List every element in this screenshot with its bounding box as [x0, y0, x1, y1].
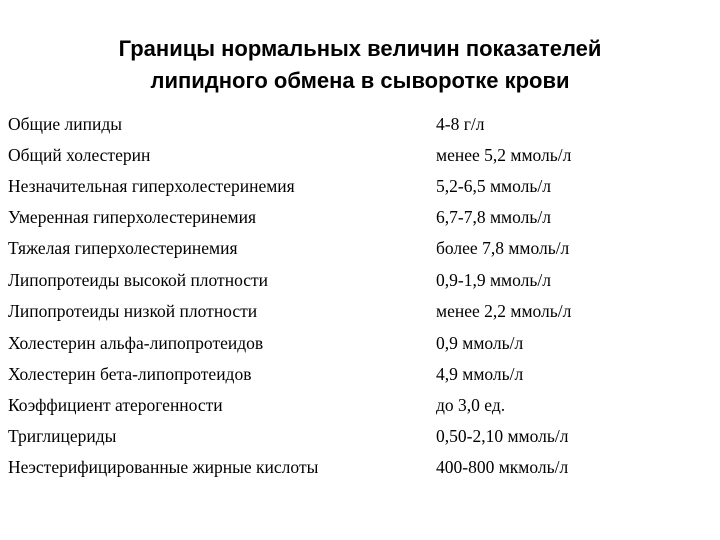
row-label: Триглицериды	[8, 426, 117, 446]
row-label: Липопротеиды низкой плотности	[8, 301, 258, 321]
row-label: Общий холестерин	[8, 145, 151, 165]
table-row	[8, 301, 708, 332]
row-label: Холестерин бета-липопротеидов	[8, 364, 252, 384]
row-value: 4,9 ммоль/л	[436, 364, 524, 384]
row-value: 0,9 ммоль/л	[436, 333, 524, 353]
row-label: Незначительная гиперхолестеринемия	[8, 176, 295, 196]
row-value: до 3,0 ед.	[436, 395, 506, 415]
row-label: Холестерин альфа-липопротеидов	[8, 333, 264, 353]
table-row	[8, 114, 708, 145]
slide-title: Границы нормальных величин показателей	[118, 36, 602, 61]
table-row	[8, 145, 708, 176]
table-row	[8, 207, 708, 238]
table-row	[8, 364, 708, 395]
table-row	[8, 176, 708, 207]
row-label: Тяжелая гиперхолестеринемия	[8, 238, 238, 258]
row-value: менее 5,2 ммоль/л	[436, 145, 572, 165]
row-value: 400-800 мкмоль/л	[436, 457, 569, 477]
row-label: Общие липиды	[8, 114, 123, 134]
slide-title-second-line: липидного обмена в сыворотке крови	[150, 68, 570, 93]
row-value: 4-8 г/л	[436, 114, 485, 134]
row-label: Липопротеиды высокой плотности	[8, 270, 269, 290]
row-label: Неэстерифицированные жирные кислоты	[8, 457, 319, 477]
slide-title-second-line-clipped	[0, 68, 720, 93]
table-row	[8, 426, 708, 457]
row-value: более 7,8 ммоль/л	[436, 238, 570, 258]
row-label: Умеренная гиперхолестеринемия	[8, 207, 257, 227]
row-value: 0,50-2,10 ммоль/л	[436, 426, 569, 446]
row-value: менее 2,2 ммоль/л	[436, 301, 572, 321]
row-value: 6,7-7,8 ммоль/л	[436, 207, 551, 227]
table-row	[8, 395, 708, 426]
table-row	[8, 333, 708, 364]
row-label: Коэффициент атерогенности	[8, 395, 223, 415]
table-row	[8, 238, 708, 269]
row-value: 5,2-6,5 ммоль/л	[436, 176, 551, 196]
table-row	[8, 270, 708, 301]
row-value: 0,9-1,9 ммоль/л	[436, 270, 551, 290]
table-row	[8, 457, 708, 488]
